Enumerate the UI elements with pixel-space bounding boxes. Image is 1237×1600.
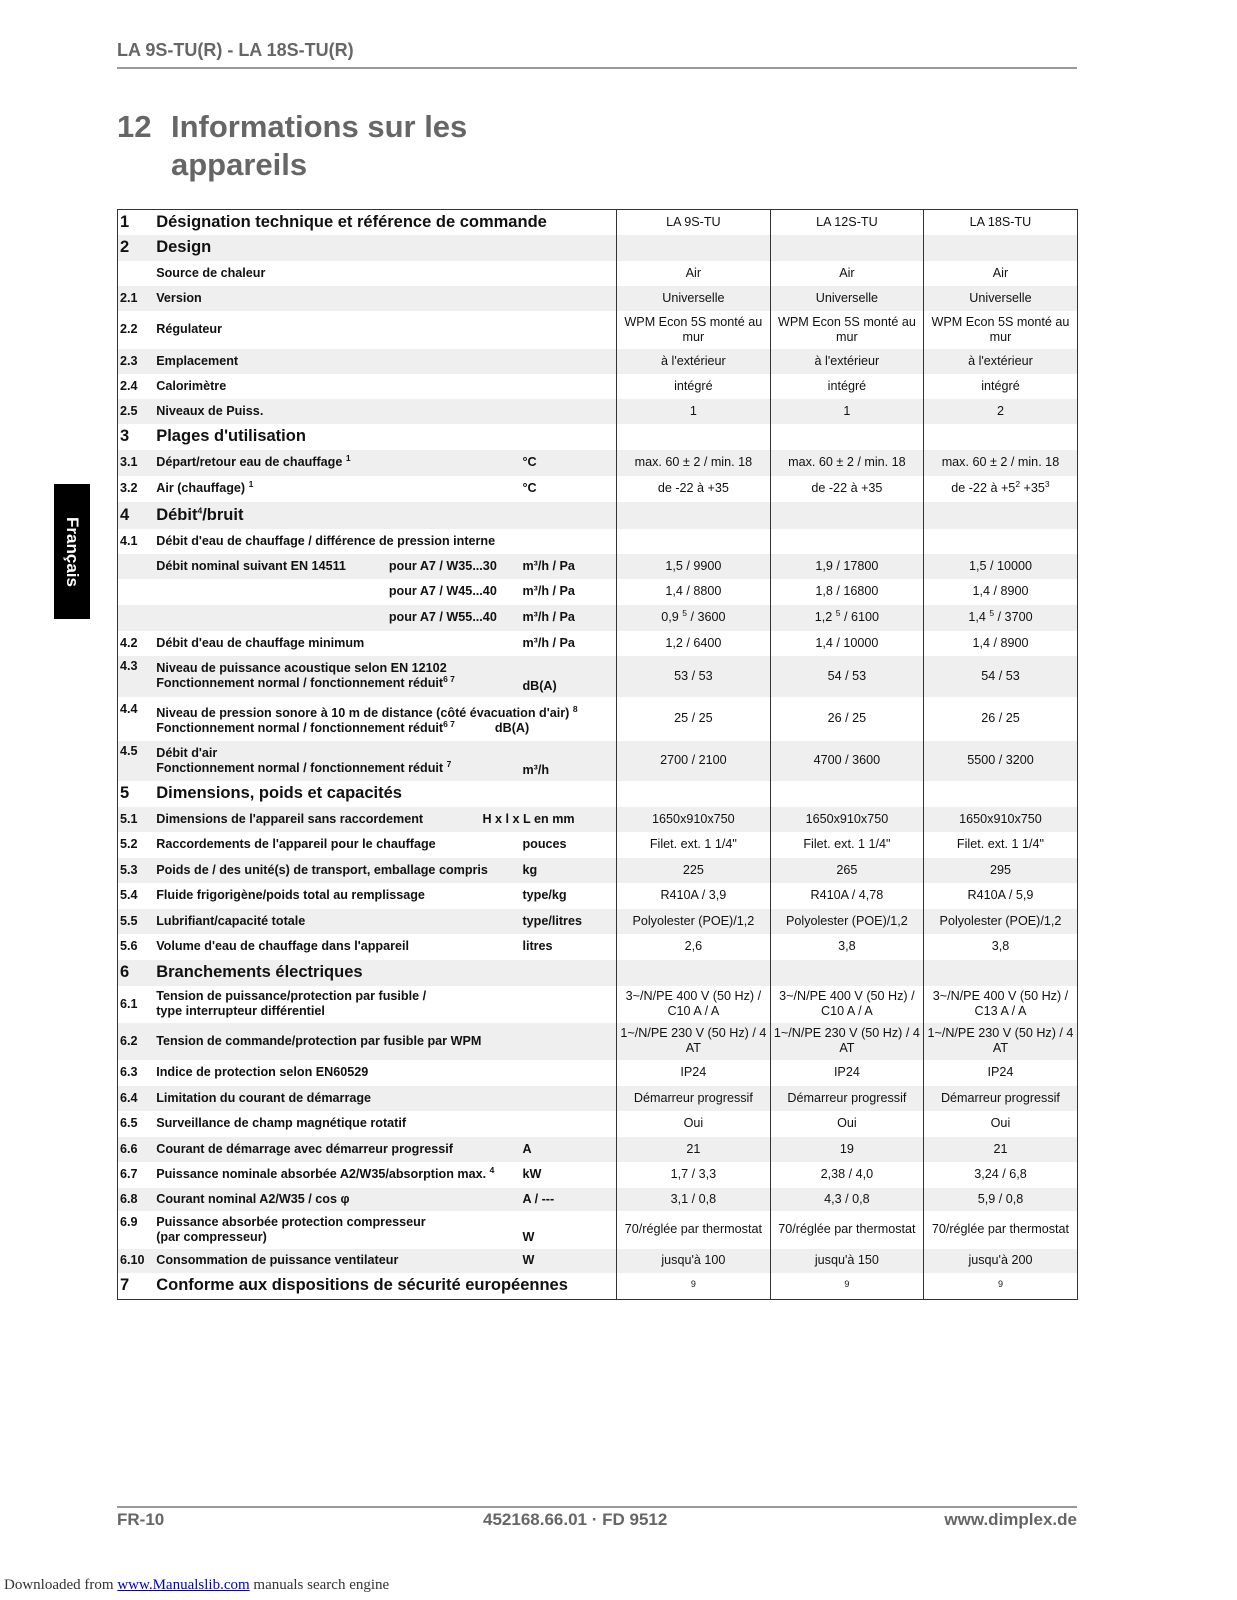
row-label: Surveillance de champ magnétique rotatif <box>156 1116 407 1130</box>
cell-value: 265 <box>770 858 923 883</box>
table-row <box>118 1111 1078 1137</box>
cell-value: IP24 <box>616 1060 770 1086</box>
cell-value: intégré <box>616 374 770 399</box>
row-number: 6.2 <box>118 1023 155 1060</box>
footnote-ref: 9 <box>770 1273 923 1300</box>
cell-value: R410A / 3,9 <box>616 883 770 909</box>
cell-value: 70/réglée par thermostat <box>923 1211 1077 1249</box>
table-row <box>118 374 1078 399</box>
table-row <box>118 235 1078 261</box>
table-row <box>118 349 1078 374</box>
row-label: Emplacement <box>154 349 616 374</box>
row-condition: pour A7 / W55...40 <box>387 605 521 631</box>
row-unit: °C <box>522 481 537 495</box>
row-label: Courant nominal A2/W35 / cos φ <box>154 1188 520 1211</box>
row-number: 6.10 <box>118 1249 155 1273</box>
cell-value: 4,3 / 0,8 <box>770 1188 923 1211</box>
cell-value: 54 / 53 <box>770 656 923 697</box>
row-number: 2 <box>118 235 155 261</box>
cell-value: 3~/N/PE 400 V (50 Hz) / C10 A / A <box>616 986 770 1023</box>
cell-value: 5,9 / 0,8 <box>923 1188 1077 1211</box>
header-title: LA 9S-TU(R) - LA 18S-TU(R) <box>117 40 354 60</box>
cell-value: 26 / 25 <box>923 697 1077 741</box>
cell-value: Air <box>616 261 770 286</box>
table-row <box>118 399 1078 424</box>
cell-value: Oui <box>770 1111 923 1137</box>
header-rule <box>117 67 1077 69</box>
cell-value: 5500 / 3200 <box>923 741 1077 781</box>
row-label: Régulateur <box>156 322 222 336</box>
cell-value: à l'extérieur <box>923 349 1077 374</box>
cell-value: 0,9 $^5$ / 3600 <box>616 605 770 631</box>
row-unit: type/litres <box>520 909 616 934</box>
row-number: 6.5 <box>118 1111 155 1137</box>
row-label: Source de chaleur <box>156 265 266 280</box>
row-unit: kW <box>522 1167 542 1181</box>
row-label: (par compresseur) <box>156 1229 267 1244</box>
row-unit: H x l x L en mm <box>520 807 616 832</box>
cell-value: intégré <box>770 374 923 399</box>
cell-value: Air <box>923 261 1077 286</box>
table-row <box>118 909 1078 934</box>
cell-value: 1 <box>770 399 923 424</box>
row-label: Design <box>154 235 616 261</box>
row-label: Départ/retour eau de chauffage <box>156 455 343 469</box>
cell-value: max. 60 ± 2 / min. 18 <box>770 450 923 476</box>
row-number: 6 <box>118 960 155 986</box>
table-row: 6.7 Puissance nominale absorbée A2/W35/absorption max. $^4$ kW 1,7 / 3,3 2,38 / 4,0 3,24 / 6,8 <box>118 1162 1078 1188</box>
cell-value: 3~/N/PE 400 V (50 Hz) / C13 A / A <box>923 986 1077 1023</box>
cell-value: 1 <box>616 399 770 424</box>
row-unit: °C <box>520 450 616 476</box>
row-label: Tension de puissance/protection par fusible / <box>156 989 427 1003</box>
cell-value: Universelle <box>923 286 1077 311</box>
footer-rule <box>117 1506 1077 1508</box>
cell-value: 2 <box>923 399 1077 424</box>
model-header: LA 12S-TU <box>770 210 923 235</box>
row-number: 4.2 <box>118 631 155 656</box>
cell-value: 1,4 / 10000 <box>770 631 923 656</box>
table-row <box>118 1086 1078 1111</box>
row-number: 7 <box>118 1273 155 1300</box>
table-row <box>118 1188 1078 1211</box>
cell-value: 1,2 $^5$ / 6100 <box>770 605 923 631</box>
cell-value: WPM Econ 5S monté au mur <box>770 311 923 349</box>
row-number: 4.5 <box>118 741 155 781</box>
row-number: 6.7 <box>118 1162 155 1188</box>
chapter-number: 12 <box>117 109 152 144</box>
cell-value: Universelle <box>616 286 770 311</box>
table-row <box>118 1137 1078 1162</box>
row-number: 3.2 <box>118 476 155 502</box>
table-row <box>118 210 1078 235</box>
download-notice: Downloaded from www.Manualslib.com manuals search engine <box>4 1577 390 1593</box>
table-row <box>118 960 1078 986</box>
table-row <box>118 605 1078 631</box>
row-unit: type/kg <box>522 888 567 902</box>
cell-value: R410A / 5,9 <box>923 883 1077 909</box>
row-number: 6.8 <box>118 1188 155 1211</box>
table-row: 4.4 Niveau de pression sonore à 10 m de distance (côté évacuation d'air) $^8$ Fonctionnement normal / fonctionnement réduit$^{6 7}$ dB(A) 25 / 25 26 / 25 26 / 25 <box>118 697 1078 741</box>
row-number: 2.3 <box>118 349 155 374</box>
cell-value: 53 / 53 <box>616 656 770 697</box>
row-number: 5.1 <box>118 807 155 832</box>
spec-table <box>117 209 1078 1300</box>
cell-value: 1650x910x750 <box>923 807 1077 832</box>
cell-value: 70/réglée par thermostat <box>616 1211 770 1249</box>
row-number: 5.4 <box>118 883 155 909</box>
row-number: 5.6 <box>118 934 155 960</box>
cell-value: de -22 à +35 <box>616 476 770 502</box>
cell-value: 2700 / 2100 <box>616 741 770 781</box>
cell-value: 1,2 / 6400 <box>616 631 770 656</box>
footnote-ref: 9 <box>923 1273 1077 1300</box>
row-unit: m³/h / Pa <box>520 605 616 631</box>
table-row <box>118 1211 1078 1249</box>
cell-value: Démarreur progressif <box>616 1086 770 1111</box>
row-number: 2.5 <box>118 399 155 424</box>
cell-value: à l'extérieur <box>770 349 923 374</box>
cell-value: WPM Econ 5S monté au mur <box>923 311 1077 349</box>
row-number: 4 <box>118 502 155 529</box>
cell-value: 1,4 / 8900 <box>923 579 1077 605</box>
cell-value: intégré <box>923 374 1077 399</box>
row-label: Désignation technique et référence de commande <box>154 210 616 235</box>
table-row <box>118 858 1078 883</box>
row-label: Dimensions de l'appareil sans raccordement <box>154 807 520 832</box>
row-label: Calorimètre <box>156 378 227 393</box>
row-label: Fonctionnement normal / fonctionnement réduit <box>156 760 444 775</box>
table-row <box>118 311 1078 349</box>
row-label: Puissance nominale absorbée A2/W35/absorption max. <box>156 1167 487 1181</box>
cell-value: R410A / 4,78 <box>770 883 923 909</box>
row-unit: kg <box>520 858 616 883</box>
cell-value: 1,5 / 10000 <box>923 554 1077 579</box>
table-row <box>118 832 1078 858</box>
cell-value: à l'extérieur <box>616 349 770 374</box>
cell-value: 1~/N/PE 230 V (50 Hz) / 4 AT <box>616 1023 770 1060</box>
row-unit: A <box>520 1137 616 1162</box>
row-label: Fonctionnement normal / fonctionnement réduit <box>156 720 444 735</box>
row-number: 2.2 <box>118 311 155 349</box>
row-unit: m³/h / Pa <box>520 554 616 579</box>
cell-value: 1,4 / 8800 <box>616 579 770 605</box>
table-row <box>118 934 1078 960</box>
table-row <box>118 1273 1078 1300</box>
cell-value: Démarreur progressif <box>770 1086 923 1111</box>
table-row <box>118 529 1078 554</box>
cell-value: 1,5 / 9900 <box>616 554 770 579</box>
row-label: Volume d'eau de chauffage dans l'appareil <box>156 939 410 953</box>
cell-value: 1~/N/PE 230 V (50 Hz) / 4 AT <box>923 1023 1077 1060</box>
cell-value: 1,7 / 3,3 <box>616 1162 770 1188</box>
row-label: Fluide frigorigène/poids total au remplissage <box>156 888 425 902</box>
row-number: 6.4 <box>118 1086 155 1111</box>
website: www.dimplex.de <box>944 1510 1077 1529</box>
cell-value: de -22 à +35 <box>770 476 923 502</box>
cell-value: Filet. ext. 1 1/4" <box>770 832 923 858</box>
cell-value: 26 / 25 <box>770 697 923 741</box>
row-number: 2.4 <box>118 374 155 399</box>
cell-value: Polyolester (POE)/1,2 <box>770 909 923 934</box>
cell-value: 3~/N/PE 400 V (50 Hz) / C10 A / A <box>770 986 923 1023</box>
cell-value: 4700 / 3600 <box>770 741 923 781</box>
row-number: 5.3 <box>118 858 155 883</box>
table-row <box>118 781 1078 807</box>
row-unit: W <box>520 1249 616 1273</box>
row-label: Branchements électriques <box>154 960 616 986</box>
model-header: LA 9S-TU <box>616 210 770 235</box>
cell-value: jusqu'à 100 <box>616 1249 770 1273</box>
cell-value: 70/réglée par thermostat <box>770 1211 923 1249</box>
row-label: Niveaux de Puiss. <box>154 399 616 424</box>
row-label: Débit d'eau de chauffage / différence de pression interne <box>156 533 496 548</box>
footnote-ref: 1 <box>345 452 351 463</box>
row-number: 5.2 <box>118 832 155 858</box>
cell-value: WPM Econ 5S monté au mur <box>616 311 770 349</box>
chapter-title: Informations sur les appareils <box>171 109 468 182</box>
cell-value: IP24 <box>770 1060 923 1086</box>
table-row <box>118 579 1078 605</box>
row-unit: dB(A) <box>520 656 616 697</box>
row-label: Niveau de puissance acoustique selon EN 12102 <box>156 661 447 675</box>
row-number: 5.5 <box>118 909 155 934</box>
table-row <box>118 286 1078 311</box>
row-label: Lubrifiant/capacité totale <box>154 909 520 934</box>
row-label: Puissance absorbée protection compresseur <box>156 1214 426 1229</box>
cell-value: Polyolester (POE)/1,2 <box>616 909 770 934</box>
chapter-heading <box>117 108 571 184</box>
cell-value: 54 / 53 <box>923 656 1077 697</box>
model-header: LA 18S-TU <box>923 210 1077 235</box>
row-condition: pour A7 / W35...30 <box>387 554 521 579</box>
row-number: 6.1 <box>118 986 155 1023</box>
language-tab-label: Français <box>63 516 82 587</box>
table-row <box>118 424 1078 450</box>
table-row: 4.5 Débit d'air Fonctionnement normal / fonctionnement réduit $^7$ m³/h 2700 / 2100 4700 / 3600 5500 / 3200 <box>118 741 1078 781</box>
table-row <box>118 883 1078 909</box>
row-number: 3 <box>118 424 155 450</box>
cell-value: max. 60 ± 2 / min. 18 <box>923 450 1077 476</box>
row-label: Courant de démarrage avec démarreur progressif <box>154 1137 520 1162</box>
cell-value: 1~/N/PE 230 V (50 Hz) / 4 AT <box>770 1023 923 1060</box>
table-row <box>118 807 1078 832</box>
row-number: 4.3 <box>118 656 155 697</box>
cell-value: Oui <box>923 1111 1077 1137</box>
row-number: 1 <box>118 210 155 235</box>
row-label: Conforme aux dispositions de sécurité européennes <box>154 1273 616 1300</box>
row-number: 3.1 <box>118 450 155 476</box>
cell-value: 25 / 25 <box>616 697 770 741</box>
cell-value: 3,8 <box>923 934 1077 960</box>
cell-value: max. 60 ± 2 / min. 18 <box>616 450 770 476</box>
row-label: type interrupteur différentiel <box>156 1004 325 1018</box>
table-row <box>118 986 1078 1023</box>
footnote-ref: 9 <box>616 1273 770 1300</box>
row-label: Indice de protection selon EN60529 <box>156 1065 369 1079</box>
row-label: Débit$^4$/bruit <box>154 502 616 529</box>
page-number: FR-10 <box>117 1510 165 1529</box>
cell-value: 295 <box>923 858 1077 883</box>
row-label: Air (chauffage) <box>156 481 246 495</box>
row-unit: m³/h <box>520 741 616 781</box>
row-number: 4.1 <box>118 529 155 554</box>
cell-value: 225 <box>616 858 770 883</box>
table-row <box>118 450 1078 476</box>
table-row <box>118 631 1078 656</box>
cell-value: 1,8 / 16800 <box>770 579 923 605</box>
row-unit: m³/h / Pa <box>522 584 575 598</box>
row-label: Raccordements de l'appareil pour le chauffage <box>156 837 436 851</box>
footnote-ref: 1 <box>248 478 254 489</box>
cell-value: 1,9 / 17800 <box>770 554 923 579</box>
cell-value: de -22 à $+5^2 +35^3$ <box>923 476 1077 502</box>
row-label: Débit nominal suivant EN 14511 <box>154 554 387 579</box>
cell-value: 3,8 <box>770 934 923 960</box>
cell-value: 1650x910x750 <box>770 807 923 832</box>
cell-value: Filet. ext. 1 1/4" <box>923 832 1077 858</box>
cell-value: Air <box>770 261 923 286</box>
cell-value: 3,1 / 0,8 <box>616 1188 770 1211</box>
cell-value: 2,38 / 4,0 <box>770 1162 923 1188</box>
row-label: Tension de commande/protection par fusible par WPM <box>154 1023 616 1060</box>
cell-value: 3,24 / 6,8 <box>923 1162 1077 1188</box>
cell-value: jusqu'à 200 <box>923 1249 1077 1273</box>
row-unit: m³/h / Pa <box>522 635 575 650</box>
row-unit: pouces <box>522 837 567 851</box>
row-number: 6.3 <box>118 1060 155 1086</box>
cell-value: Oui <box>616 1111 770 1137</box>
table-row <box>118 476 1078 502</box>
table-row <box>118 1249 1078 1273</box>
table-row <box>118 1060 1078 1086</box>
row-unit: A / --- <box>520 1188 616 1211</box>
row-label: Consommation de puissance ventilateur <box>154 1249 520 1273</box>
manualslib-link[interactable]: www.Manualslib.com <box>117 1577 250 1593</box>
row-number: 4.4 <box>118 697 155 741</box>
row-label: Débit d'air <box>156 745 218 760</box>
row-label: Fonctionnement normal / fonctionnement réduit <box>156 676 444 690</box>
row-number: 6.6 <box>118 1137 155 1162</box>
cell-value: 1650x910x750 <box>616 807 770 832</box>
cell-value: Universelle <box>770 286 923 311</box>
table-row <box>118 261 1078 286</box>
cell-value: 1,4 / 8900 <box>923 631 1077 656</box>
cell-value: Filet. ext. 1 1/4" <box>616 832 770 858</box>
cell-value: 21 <box>616 1137 770 1162</box>
table-row: 4.3 Niveau de puissance acoustique selon EN 12102 Fonctionnement normal / fonctionnement réduit$^{6 7}$ dB(A) 53 / 53 54 / 53 54 / 53 <box>118 656 1078 697</box>
row-unit: dB(A) <box>494 720 530 735</box>
row-label: Dimensions, poids et capacités <box>156 784 402 802</box>
cell-value: 21 <box>923 1137 1077 1162</box>
cell-value: jusqu'à 150 <box>770 1249 923 1273</box>
cell-value: 1,4 $^5$ / 3700 <box>923 605 1077 631</box>
cell-value: 19 <box>770 1137 923 1162</box>
table-row <box>118 554 1078 579</box>
row-number: 5 <box>118 781 155 807</box>
row-label: Poids de / des unité(s) de transport, emballage compris <box>154 858 520 883</box>
cell-value: Démarreur progressif <box>923 1086 1077 1111</box>
row-label: Niveau de pression sonore à 10 m de distance (côté évacuation d'air) <box>156 705 570 720</box>
row-number: 6.9 <box>118 1211 155 1249</box>
cell-value: Polyolester (POE)/1,2 <box>923 909 1077 934</box>
row-unit: W <box>522 1229 535 1244</box>
row-label: Limitation du courant de démarrage <box>154 1086 616 1111</box>
row-number: 2.1 <box>118 286 155 311</box>
row-label: Débit d'eau de chauffage minimum <box>156 635 365 650</box>
row-unit: litres <box>522 939 553 953</box>
row-condition: pour A7 / W45...40 <box>388 584 497 598</box>
cell-value: IP24 <box>923 1060 1077 1086</box>
table-row <box>118 1023 1078 1060</box>
row-label: Version <box>154 286 616 311</box>
cell-value: 2,6 <box>616 934 770 960</box>
document-number: 452168.66.01 · FD 9512 <box>483 1510 668 1529</box>
table-row <box>118 502 1078 529</box>
row-label: Plages d'utilisation <box>156 427 306 445</box>
language-tab <box>54 484 90 619</box>
